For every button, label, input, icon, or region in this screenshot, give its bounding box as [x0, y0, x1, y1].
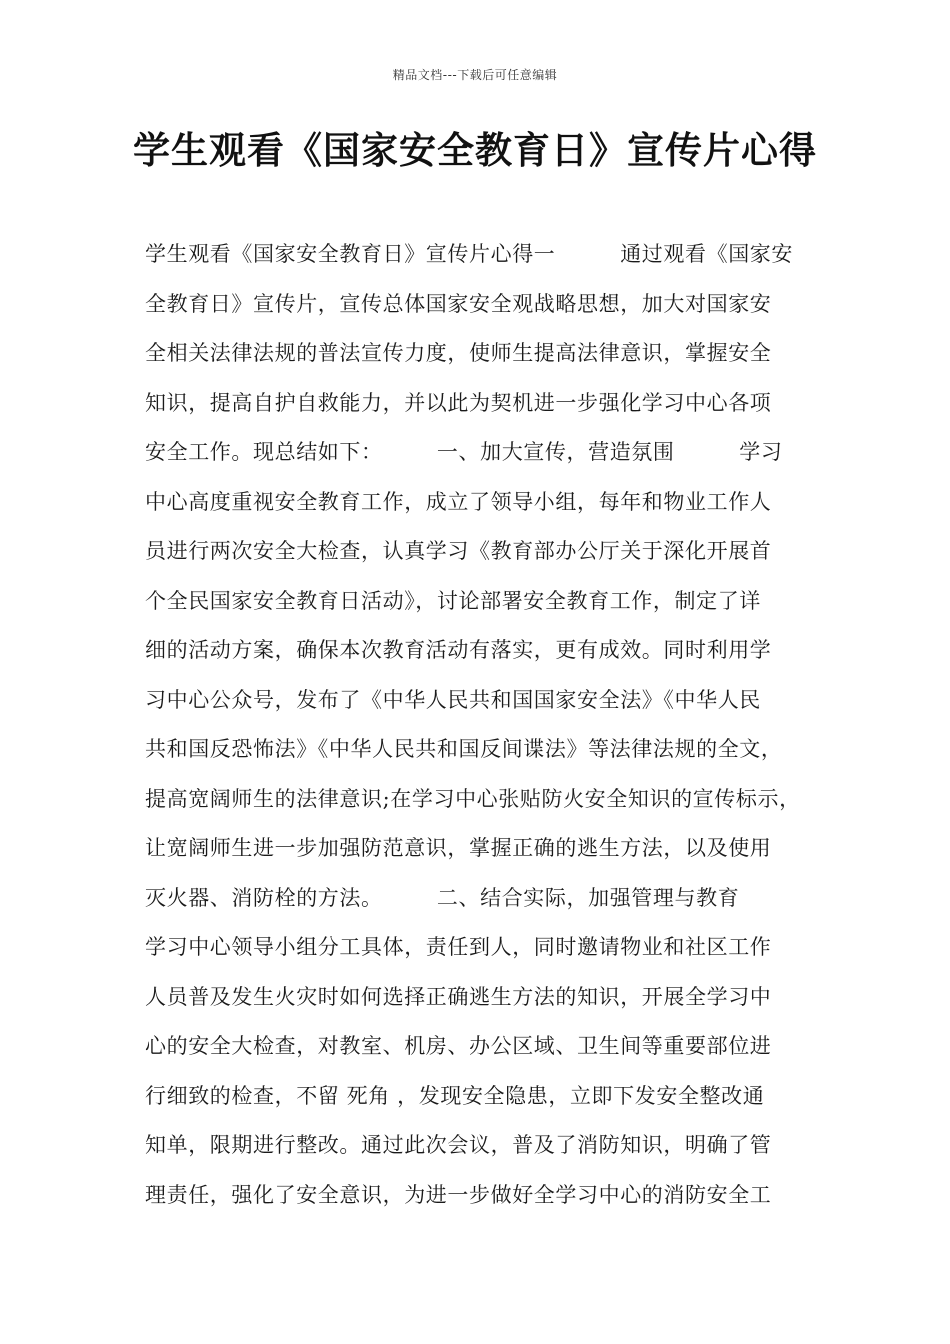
body-line: 行细致的检查，不留 死角 ，发现安全隐患，立即下发安全整改通 [145, 1083, 765, 1108]
body-line: 学生观看《国家安全教育日》宣传片心得一 通过观看《国家安 [145, 242, 793, 266]
body-line: 安全工作。现总结如下： 一、加大宣传，营造氛围 学习 [145, 440, 783, 464]
body-line: 个全民国家安全教育日活动》，讨论部署安全教育工作，制定了详 [145, 588, 761, 613]
document-title: 学生观看《国家安全教育日》宣传片心得 [133, 129, 817, 172]
body-line: 员进行两次安全大检查，认真学习《教育部办公厅关于深化开展首 [145, 539, 772, 563]
header-note: 精品文档---下载后可任意编辑 [392, 68, 558, 82]
body-line: 习中心公众号，发布了《中华人民共和国国家安全法》《中华人民 [145, 687, 761, 712]
body-line: 知单，限期进行整改。通过此次会议，普及了消防知识，明确了管 [145, 1133, 772, 1157]
body-line: 知识，提高自护自救能力，并以此为契机进一步强化学习中心各项 [145, 390, 772, 415]
body-line: 理责任，强化了安全意识，为进一步做好全学习中心的消防安全工 [145, 1182, 772, 1207]
body-text [145, 230, 825, 1220]
body-line: 学习中心领导小组分工具体，责任到人，同时邀请物业和社区工作 [145, 935, 772, 959]
body-line: 让宽阔师生进一步加强防范意识，掌握正确的逃生方法，以及使用 [145, 836, 772, 860]
body-line: 全相关法律法规的普法宣传力度，使师生提高法律意识，掌握安全 [145, 341, 772, 365]
body-line: 人员普及发生火灾时如何选择正确逃生方法的知识，开展全学习中 [145, 984, 772, 1009]
body-line: 提高宽阔师生的法律意识;在学习中心张贴防火安全知识的宣传标示， [145, 786, 801, 811]
body-line: 心的安全大检查，对教室、机房、办公区域、卫生间等重要部位进 [145, 1034, 772, 1058]
body-line: 细的活动方案，确保本次教育活动有落实，更有成效。同时利用学 [145, 638, 772, 662]
body-line: 灭火器、消防栓的方法。 二、结合实际，加强管理与教育 [145, 885, 740, 910]
body-line: 中心高度重视安全教育工作，成立了领导小组，每年和物业工作人 [145, 489, 772, 514]
body-line: 共和国反恐怖法》《中华人民共和国反间谍法》等法律法规的全文， [145, 737, 783, 761]
body-line: 全教育日》宣传片，宣传总体国家安全观战略思想，加大对国家安 [145, 291, 772, 316]
